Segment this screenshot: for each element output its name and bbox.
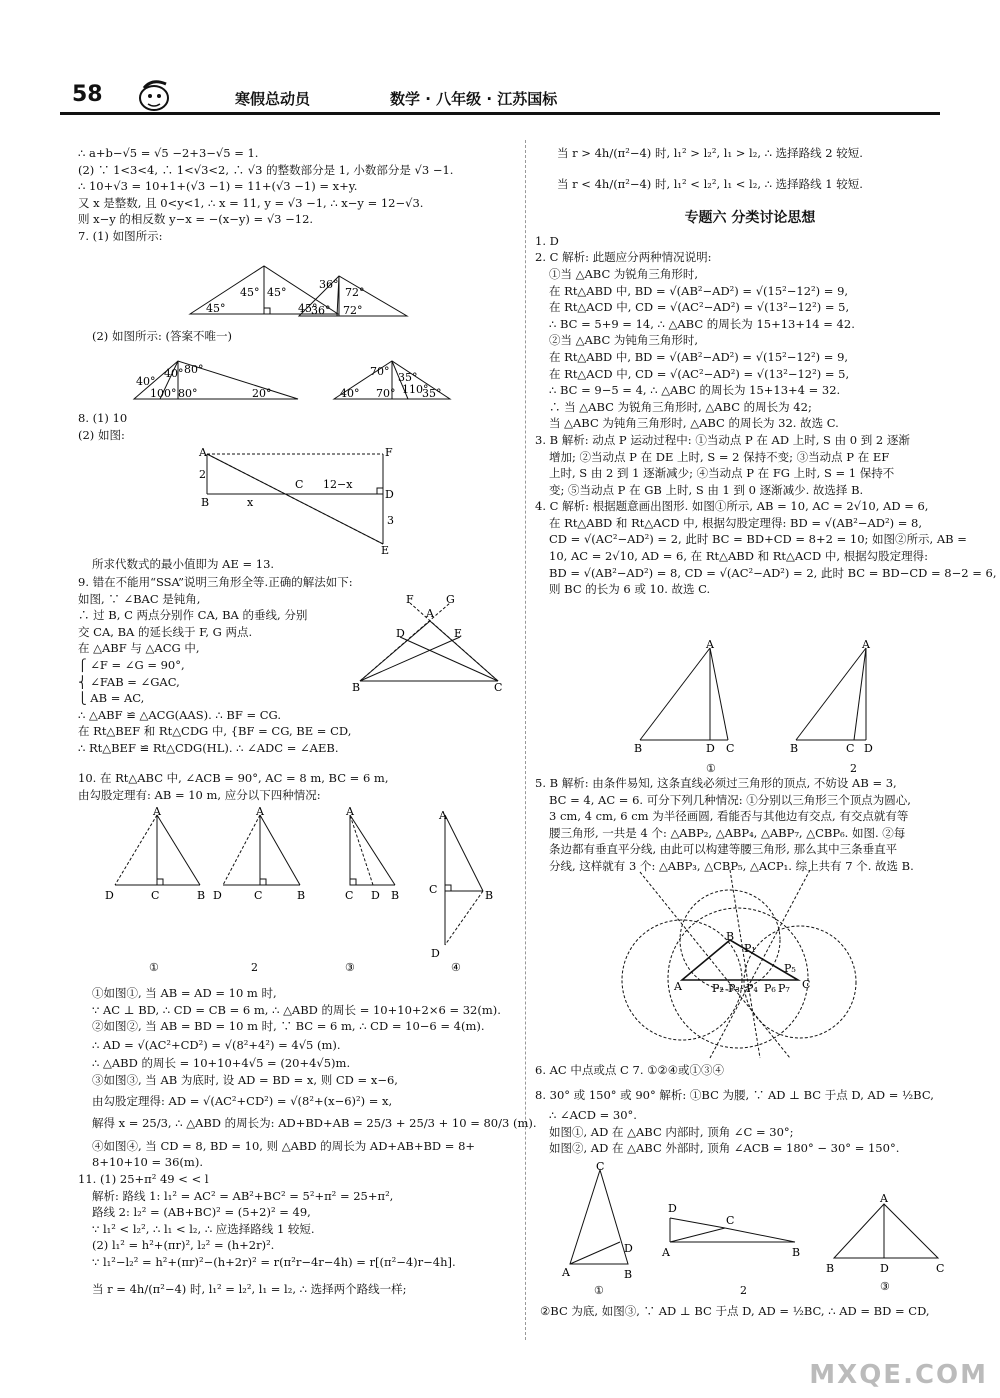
text-line: 4. C 解析: 根据题意画出图形. 如图①所示, AB = 10, AC = 2√10, AD = 6,: [535, 499, 929, 514]
point-label: P₁: [744, 942, 756, 955]
point-label: C: [802, 978, 811, 991]
figure-number: 2: [850, 762, 857, 775]
point-label: D: [396, 627, 405, 640]
text-line: 上时, S 由 2 到 1 逐渐减少; ④当动点 P 在 FG 上时, S = 1 保持不: [549, 466, 895, 481]
text-line: ∴ BC = 9−5 = 4, ∴ △ABC 的周长为 15+13+4 = 32.: [549, 383, 841, 398]
text-line: 在 Rt△ABD 和 Rt△ACD 中, 根据勾股定理得: BD = √(AB²−AD²) = 8,: [549, 515, 922, 530]
q8r-bottom: [540, 1303, 930, 1320]
text-line: 交 CA, BA 的延长线于 F, G 两点.: [78, 624, 253, 639]
point-label: C: [846, 742, 855, 755]
page-header: [60, 80, 940, 120]
q10-figures: [95, 805, 505, 980]
length-label: x: [247, 496, 254, 509]
point-label: A: [706, 638, 714, 651]
point-label: P₅: [784, 962, 796, 975]
text-line: ⎧ ∠F = ∠G = 90°,: [78, 657, 185, 672]
angle-label: 45°: [267, 286, 287, 299]
text-line: (2) ∵ 1<3<4, ∴ 1<√3<2, ∴ √3 的整数部分是 1, 小数部分是 √3 −1.: [78, 162, 454, 177]
angle-label: 36°: [319, 278, 339, 291]
text-line: ②如图②, 当 AB = BD = 10 m 时, ∵ BC = 6 m, ∴ CD = 10−6 = 4(m).: [92, 1019, 485, 1034]
text-line: 变; ⑤当动点 P 在 GB 上时, S 由 1 到 0 逐渐减少. 故选择 B.: [549, 482, 864, 497]
text-line: 由勾股定理有: AB = 10 m, 应分以下四种情况:: [78, 787, 321, 802]
text-line: ⎨ ∠FAB = ∠GAC,: [78, 674, 180, 689]
page-number: 58: [72, 82, 103, 107]
point-label: F: [385, 446, 393, 459]
figure-number: ④: [451, 961, 461, 974]
watermark-logo: MXQE.COM: [809, 1360, 988, 1390]
angle-label: 100°: [150, 387, 177, 400]
text-line: 如图, ∵ ∠BAC 是钝角,: [78, 591, 201, 606]
text-line: ∴ △ABF ≌ △ACG(AAS). ∴ BF = CG.: [78, 707, 281, 722]
point-label: A: [562, 1266, 570, 1279]
point-label: B: [297, 889, 306, 902]
text-line: ③如图③, 当 AB 为底时, 设 AD = BD = x, 则 CD = x−6,: [92, 1072, 398, 1087]
text-line: CD = √(AC²−AD²) = 2, 此时 BC = BD+CD = 8+2 = 10; 如图②所示, AB =: [549, 532, 967, 547]
point-label: A: [862, 638, 870, 651]
right-column: [535, 145, 997, 598]
text-line: 3. B 解析: 动点 P 运动过程中: ①当动点 P 在 AD 上时, S 由 0 到 2 逐渐: [535, 432, 910, 447]
text-line: ∵ AC ⊥ BD, ∴ CD = CB = 6 m, ∴ △ABD 的周长 = 10+10+2×6 = 32(m).: [92, 1002, 501, 1017]
angle-label: 40°: [340, 387, 360, 400]
text-line: ⎩ AB = AC,: [78, 691, 145, 706]
text-line: ∴ 过 B, C 两点分别作 CA, BA 的垂线, 分别: [78, 608, 308, 623]
point-label: A: [426, 607, 434, 620]
text-line: 在 Rt△BEF 和 Rt△CDG 中, {BF = CG, BE = CD,: [78, 724, 352, 739]
q7-figure-2: [295, 270, 415, 322]
text-line: 解析: 路线 1: l₁² = AC² = AB²+BC² = 5²+π² = 25+π²,: [92, 1188, 394, 1203]
text-line: (2) 如图所示: (答案不唯一): [92, 329, 232, 343]
text-line: 腰三角形, 一共是 4 个: △ABP₂, △ABP₄, △ABP₇, △CBP₆. 如图. ②每: [549, 825, 906, 840]
point-label: B: [634, 742, 643, 755]
point-label: P₂: [712, 982, 724, 995]
point-label: A: [439, 809, 447, 822]
text-line: 由勾股定理得: AD = √(AC²+CD²) = √(8²+(x−6)²) = x,: [92, 1093, 393, 1108]
book-subtitle: 数学 · 八年级 · 江苏国标: [390, 90, 558, 108]
point-label: F: [406, 593, 414, 606]
q5-text: [535, 775, 914, 875]
header-rule: [60, 112, 940, 115]
figure-number: ①: [594, 1284, 604, 1297]
figure-number: ①: [149, 961, 159, 974]
text-line: ∴ BC = 5+9 = 14, ∴ △ABC 的周长为 15+13+14 = 42.: [549, 316, 855, 331]
point-label: P₄: [746, 982, 758, 995]
angle-label: 45°: [240, 286, 260, 299]
point-label: A: [674, 980, 682, 993]
text-line: 当 r < 4h/(π²−4) 时, l₁² < l₂², l₁ < l₂, ∴ 选择路线 1 较短.: [557, 176, 863, 191]
text-line: 如图①, AD 在 △ABC 内部时, 顶角 ∠C = 30°;: [549, 1124, 794, 1139]
text-line: 6. AC 中点或点 C 7. ①②④或①③④: [535, 1063, 725, 1077]
text-line: 8. 30° 或 150° 或 90° 解析: ①BC 为腰, ∵ AD ⊥ BC 于点 D, AD = ½BC,: [535, 1087, 934, 1102]
length-label: 2: [199, 468, 206, 481]
point-label: B: [790, 742, 799, 755]
text-line: 所求代数式的最小值即为 AE = 13.: [92, 557, 275, 571]
text-line: 在 Rt△ACD 中, CD = √(AC²−AD²) = √(13²−12²) = 5,: [549, 300, 850, 315]
point-label: C: [151, 889, 160, 902]
angle-label: 80°: [178, 387, 198, 400]
text-line: 分线, 这样就有 3 个: △ABP₃, △CBP₅, △ACP₁. 综上共有 7 个. 故选 B.: [549, 858, 914, 873]
book-title: 寒假总动员: [235, 90, 311, 108]
point-label: B: [826, 1262, 835, 1275]
point-label: A: [199, 446, 207, 459]
figure-number: ①: [706, 762, 716, 775]
text-line: 增加; ②当动点 P 在 DE 上时, S = 2 保持不变; ③当动点 P 在 EF: [549, 449, 890, 464]
angle-label: 36°: [311, 304, 331, 317]
text-line: ②当 △ABC 为钝角三角形时,: [549, 333, 699, 348]
text-line: 9. 错在不能用“SSA”说明三角形全等.正确的解法如下:: [78, 575, 353, 589]
angle-label: 72°: [343, 304, 363, 317]
point-label: C: [726, 742, 735, 755]
point-label: D: [431, 947, 440, 960]
point-label: B: [391, 889, 400, 902]
angle-label: 70°: [376, 387, 396, 400]
text-line: 当 △ABC 为钝角三角形时, △ABC 的周长为 32. 故选 C.: [549, 416, 839, 431]
figure-number: 2: [740, 1284, 747, 1297]
text-line: ①如图①, 当 AB = AD = 10 m 时,: [92, 986, 277, 1000]
figure-number: ③: [880, 1280, 890, 1293]
angle-label: 20°: [252, 387, 272, 400]
point-label: C: [936, 1262, 945, 1275]
angle-label: 35°: [422, 387, 442, 400]
angle-label: 40°: [136, 375, 156, 388]
text-line: (2) l₁² = h²+(πr)², l₂² = (h+2r)².: [92, 1238, 275, 1253]
text-line: 当 r > 4h/(π²−4) 时, l₁² > l₂², l₁ > l₂, ∴ 选择路线 2 较短.: [557, 146, 863, 160]
point-label: D: [105, 889, 114, 902]
text-line: 10, AC = 2√10, AD = 6, 在 Rt△ABD 和 Rt△ACD 中, 根据勾股定理得:: [549, 549, 929, 564]
q4-figures: [630, 638, 890, 778]
angle-label: 45°: [206, 302, 226, 315]
mascot-logo-icon: [122, 80, 222, 114]
point-label: A: [153, 805, 161, 818]
point-label: C: [596, 1160, 605, 1173]
point-label: C: [429, 883, 438, 896]
angle-label: 110°: [402, 383, 429, 396]
point-label: D: [668, 1202, 677, 1215]
section-title: 专题六 分类讨论思想: [684, 210, 816, 227]
text-line: ∵ l₁²−l₂² = h²+(πr)²−(h+2r)² = r(π²r−4r−4h) = r[(π²−4)r−4h].: [92, 1254, 456, 1269]
text-line: 解得 x = 25/3, ∴ △ABD 的周长为: AD+BD+AB = 25/3 + 25/3 + 10 = 80/3 (m).: [92, 1116, 537, 1131]
point-label: A: [346, 805, 354, 818]
left-column: [78, 145, 513, 245]
length-label: 3: [387, 514, 394, 527]
point-label: D: [880, 1262, 889, 1275]
text-line: 5. B 解析: 由条件易知, 这条直线必须过三角形的顶点, 不妨设 AB = 3,: [535, 776, 897, 790]
text-line: 则 BC 的长为 6 或 10. 故选 C.: [549, 582, 711, 597]
angle-label: 70°: [370, 365, 390, 378]
point-label: B: [352, 681, 361, 693]
point-label: E: [381, 544, 390, 556]
q10-text: [78, 770, 388, 803]
q8-answer: [92, 556, 274, 573]
text-line: ∴ ∠ACD = 30°.: [549, 1108, 637, 1123]
angle-label: 35°: [398, 371, 418, 384]
text-line: ④如图④, 当 CD = 8, BD = 10, 则 △ABD 的周长为 AD+AB+BD = 8+: [92, 1138, 476, 1153]
figure-number: ③: [345, 961, 355, 974]
point-label: P₃: [728, 982, 740, 995]
text-line: 又 x 是整数, 且 0<y<1, ∴ x = 11, y = √3 −1, ∴ x−y = 12−√3.: [78, 195, 424, 210]
q5-figure: [620, 870, 860, 1060]
point-label: A: [256, 805, 264, 818]
text-line: 7. (1) 如图所示:: [78, 228, 163, 243]
q8r-figures: [560, 1160, 950, 1300]
point-label: D: [385, 488, 394, 501]
point-label: B: [726, 930, 735, 943]
point-label: D: [213, 889, 222, 902]
text-line: BC = 4, AC = 6. 可分下列几种情况: ①分别以三角形三个顶点为圆心,: [549, 792, 911, 807]
point-label: B: [792, 1246, 801, 1259]
point-label: D: [706, 742, 715, 755]
point-label: D: [624, 1242, 633, 1255]
angle-label: 80°: [184, 363, 204, 376]
q7-part2: [92, 328, 232, 345]
length-label: 12−x: [323, 478, 353, 491]
q8-text: [78, 410, 127, 443]
q7-figure-3: [130, 355, 305, 405]
text-line: 8. (1) 10: [78, 411, 128, 425]
text-line: 在 Rt△ABD 中, BD = √(AB²−AD²) = √(15²−12²) = 9,: [549, 349, 849, 364]
text-line: 当 r = 4h/(π²−4) 时, l₁² = l₂², l₁ = l₂, ∴ 选择两个路线一样;: [92, 1281, 407, 1296]
q7-figure-4: [330, 355, 455, 405]
angle-label: 40°: [164, 367, 184, 380]
point-label: B: [485, 889, 494, 902]
text-line: BD = √(AB²−AD²) = 8, CD = √(AC²−AD²) = 2, 此时 BC = BD−CD = 8−2 = 6,: [549, 565, 997, 580]
point-label: A: [880, 1192, 888, 1205]
point-label: B: [197, 889, 206, 902]
q8-figure: [195, 444, 405, 556]
point-label: B: [201, 496, 210, 509]
text-line: 8+10+10 = 36(m).: [92, 1155, 203, 1170]
text-line: ①当 △ABC 为锐角三角形时,: [549, 266, 699, 281]
text-line: ∴ Rt△BEF ≌ Rt△CDG(HL). ∴ ∠ADC = ∠AEB.: [78, 740, 339, 755]
text-line: 11. (1) 25+π² 49 < < l: [78, 1171, 209, 1186]
text-line: 1. D: [535, 233, 559, 248]
text-line: (2) 如图:: [78, 427, 125, 442]
text-line: ∴ △ABD 的周长 = 10+10+4√5 = (20+4√5)m.: [92, 1056, 351, 1071]
point-label: A: [662, 1246, 670, 1259]
text-line: 如图②, AD 在 △ABC 外部时, 顶角 ∠ACB = 180° − 30° = 150°.: [549, 1141, 900, 1156]
point-label: C: [254, 889, 263, 902]
text-line: ∵ l₁² < l₂², ∴ l₁ < l₂, ∴ 应选择路线 1 较短.: [92, 1221, 315, 1236]
text-line: 10. 在 Rt△ABC 中, ∠ACB = 90°, AC = 8 m, BC = 6 m,: [78, 771, 389, 785]
text-line: 条边都有垂直平分线, 由此可以构建等腰三角形, 那么其中三条垂直平: [549, 842, 898, 857]
text-line: 在 △ABF 与 △ACG 中,: [78, 641, 200, 656]
q9-figure: [350, 593, 510, 693]
text-line: 在 Rt△ABD 中, BD = √(AB²−AD²) = √(15²−12²) = 9,: [549, 283, 849, 298]
q6-8-text: [535, 1062, 934, 1157]
text-line: 2. C 解析: 此题应分两种情况说明:: [535, 250, 712, 265]
text-line: 3 cm, 4 cm, 6 cm 为半径画圆, 看能否与其他边有交点, 有交点就有等: [549, 809, 909, 824]
text-line: 则 x−y 的相反数 y−x = −(x−y) = √3 −12.: [78, 212, 314, 227]
point-label: D: [371, 889, 380, 902]
text-line: ∴ AD = √(AC²+CD²) = √(8²+4²) = 4√5 (m).: [92, 1037, 341, 1052]
point-label: C: [295, 478, 304, 491]
text-line: ∴ 10+√3 = 10+1+(√3 −1) = 11+(√3 −1) = x+y.: [78, 179, 358, 194]
figure-number: 2: [251, 961, 258, 974]
angle-label: 72°: [345, 286, 365, 299]
point-label: C: [345, 889, 354, 902]
text-line: ②BC 为底, 如图③, ∵ AD ⊥ BC 于点 D, AD = ½BC, ∴ AD = BD = CD,: [540, 1304, 930, 1318]
point-label: E: [454, 627, 463, 640]
point-label: B: [624, 1268, 633, 1281]
point-label: C: [494, 681, 503, 693]
angle-label: 45°: [298, 302, 318, 315]
text-line: ∴ 当 △ABC 为锐角三角形时, △ABC 的周长为 42;: [549, 399, 812, 414]
point-label: P₆: [764, 982, 776, 995]
text-line: 路线 2: l₂² = (AB+BC)² = (5+2)² = 49,: [92, 1205, 311, 1220]
text-line: 在 Rt△ACD 中, CD = √(AC²−AD²) = √(13²−12²) = 5,: [549, 366, 850, 381]
q9-text: [78, 574, 353, 757]
point-label: C: [726, 1214, 735, 1227]
point-label: P₇: [778, 982, 790, 995]
q10-11-text: [78, 985, 537, 1297]
point-label: D: [864, 742, 873, 755]
point-label: G: [446, 593, 455, 606]
text-line: ∴ a+b−√5 = √5 −2+3−√5 = 1.: [78, 146, 259, 160]
